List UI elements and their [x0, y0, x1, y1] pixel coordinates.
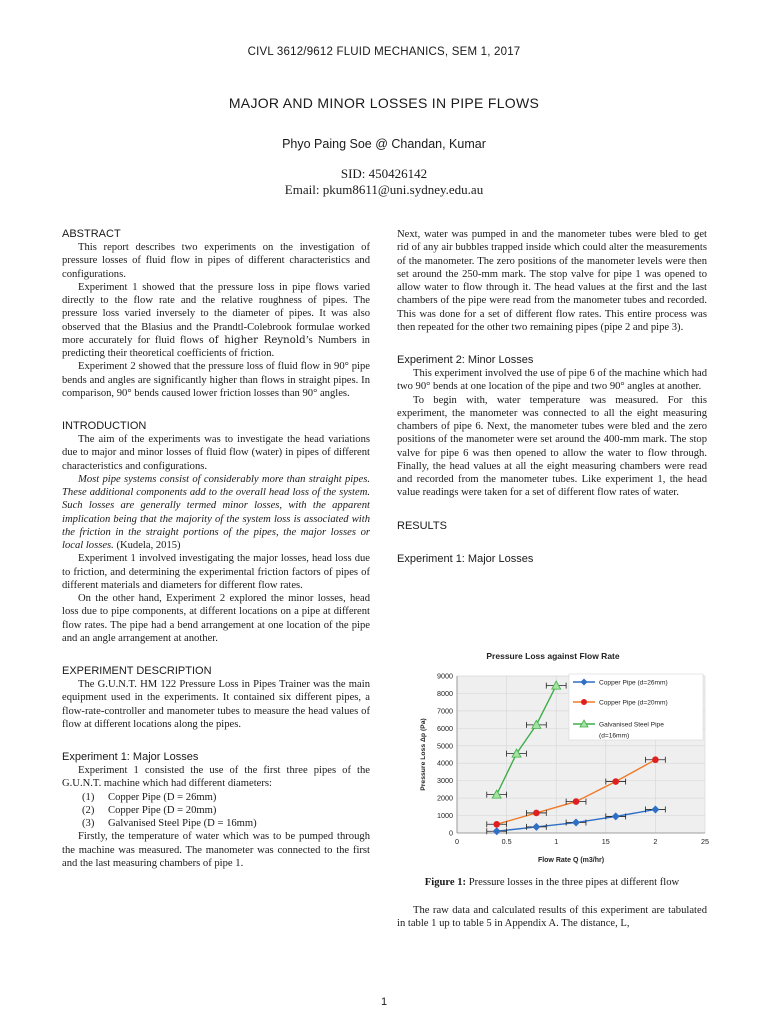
paper-title: MAJOR AND MINOR LOSSES IN PIPE FLOWS: [228, 95, 540, 111]
pipe-list-item: [62, 817, 370, 830]
results-heading: RESULTS: [397, 519, 447, 532]
pipe-list-item: [62, 804, 370, 817]
exp1-method-paragraph-1: Experiment 1 consisted the use of the first three pipes of the G.U.N.T. machine which had different diameters:: [62, 765, 370, 790]
x-tick-label: 25: [701, 837, 709, 846]
pipe-list-item: [62, 791, 370, 804]
author-email: Email: pkum8611@uni.sydney.edu.au: [284, 182, 484, 197]
abstract-heading: ABSTRACT: [62, 228, 121, 240]
figure-1-chart: [405, 648, 715, 870]
y-tick-label: 6000: [437, 723, 453, 733]
y-tick-label: 2000: [437, 793, 453, 803]
pipe-list-label: Copper Pipe (D = 26mm): [108, 791, 217, 803]
introduction-paragraph-2: Experiment 1 involved investigating the major losses, head loss due to friction, and determining the experimental friction factors of pipes of different materials and diameters for different flow rates.: [62, 553, 370, 591]
pipe-list-number: (2): [82, 804, 95, 816]
y-tick-label: 4000: [437, 758, 453, 768]
y-tick-label: 9000: [437, 671, 453, 681]
author-names: Phyo Paing Soe @ Chandan, Kumar: [282, 137, 486, 151]
introduction-paragraph-3: On the other hand, Experiment 2 explored the minor losses, head loss due to pipe components, at different locations on a pipe at different flow rates. The pipe had a bend arrangement at one location of the pipe and an angle arrangement at another.: [62, 593, 370, 644]
pipe-list-label: Galvanised Steel Pipe (D = 16mm): [108, 818, 257, 829]
y-tick-label: 8000: [437, 688, 453, 698]
data-point: [612, 778, 619, 785]
introduction-quote: [62, 473, 370, 553]
data-point: [493, 821, 500, 828]
abstract-p2-text-c: ’s Numbers in predicting their theoretical coefficients of friction.: [62, 334, 370, 359]
page-number: 1: [380, 996, 388, 1008]
introduction-heading: INTRODUCTION: [62, 420, 147, 432]
x-tick-label: 15: [601, 837, 610, 846]
pressure-loss-chart: [405, 648, 715, 870]
y-tick-label: 1000: [437, 811, 453, 821]
exp1-method-paragraph-2: Firstly, the temperature of water which was to be pumped through the machine was measured. The manometer was connected to the first and the last measuring chambers of pipe 1.: [62, 831, 370, 869]
data-point: [533, 810, 540, 817]
data-point: [652, 756, 659, 763]
y-tick-label: 0: [449, 828, 453, 838]
y-axis-label: Pressure Loss Δp (Pa): [420, 718, 427, 791]
exp2-method-paragraph-2: To begin with, water temperature was measured. For this experiment, the manometer was connected to all the eight measuring chambers of pipe 6. Next, the manometer tubes were bled and the zero positions of the manometer were set around the 400-mm mark. The stop valve for pipe 6 was then opened to allow the water to flow through. Finally, the head values at all the eight measuring chambers were read and recorded from the manometer tubes. Like experiment 1, the head value readings were taken for a set of different flow rates of water.: [397, 394, 707, 499]
results-paragraph: [397, 904, 707, 931]
pipe-list-number: (1): [82, 791, 95, 803]
pipe-list-number: (3): [82, 818, 95, 829]
abstract-p2-text-a: Experiment 1 showed that the pressure loss in pipe flows varied directly to the flow rate and the relative roughness of pipes. The pressure loss varied inversely to the diameter of pipes. It was also observed that the Blasius and the Prandtl-Colebrook formulae worked more accurately for fluid flows: [62, 281, 370, 346]
experiment-description-paragraph: The G.U.N.T. HM 122 Pressure Loss in Pipes Trainer was the main equipment used in the experiments. It contained six different pipes, a flow-rate-controller and manometer tubes to measure the head values of flow at different locations along the pipes.: [62, 679, 370, 730]
data-point: [573, 798, 580, 805]
y-tick-label: 3000: [437, 776, 453, 786]
exp1-method-heading: Experiment 1: Major Losses: [62, 751, 199, 763]
chart-title: Pressure Loss against Flow Rate: [486, 651, 620, 661]
experiment-description-heading: EXPERIMENT DESCRIPTION: [62, 665, 212, 677]
legend-label: Copper Pipe (d=20mm): [599, 699, 668, 707]
figure-caption: [397, 876, 707, 889]
student-id: SID: 450426142: [340, 166, 428, 181]
quote-citation: (Kudela, 2015): [113, 540, 181, 551]
results-paragraph-text: The raw data and calculated results of this experiment are tabulated in table 1 up to table 5 in Appendix A. The distance, L,: [397, 905, 707, 930]
pipe-list: [62, 791, 370, 831]
y-tick-label: 7000: [437, 706, 453, 716]
results-subheading: Experiment 1: Major Losses: [397, 552, 534, 565]
quote-text: Most pipe systems consist of considerably more than straight pipes. These additional components add to the overall head loss of the system. Such losses are generally termed minor losses, with the apparent implication being that the majority of the system loss is associated with the friction in the straight portions of the pipes, the major losses or local losses.: [62, 473, 370, 551]
legend-label: Copper Pipe (d=26mm): [599, 679, 668, 687]
abstract-paragraph-3: Experiment 2 showed that the pressure loss of fluid flow in 90° pipe bends and angles are significantly higher than flows in straight pipes. In comparison, 90° bends caused lower friction losses than 90° angles.: [62, 361, 370, 399]
legend-marker: [581, 699, 587, 705]
exp2-method-heading: Experiment 2: Minor Losses: [397, 354, 534, 366]
exp2-method-paragraph-1: This experiment involved the use of pipe 6 of the machine which had two 90° bends at one location of the pipe and two 90° angles at another.: [397, 368, 707, 393]
x-tick-label: 0.5: [501, 837, 512, 846]
left-column: [62, 228, 370, 870]
x-tick-label: 0: [455, 837, 459, 846]
caption-label: Figure 1:: [424, 877, 467, 888]
x-tick-label: 2: [653, 837, 658, 846]
abstract-paragraph-1: This report describes two experiments on the investigation of pressure losses of fluid flow in pipes of different characteristics and configurations.: [62, 242, 370, 280]
pipe-list-label: Copper Pipe (D = 20mm): [108, 804, 217, 816]
caption-text: Pressure losses in the three pipes at different flow: [466, 877, 680, 888]
course-header: CIVL 3612/9612 FLUID MECHANICS, SEM 1, 2017: [247, 46, 521, 58]
right-column: [397, 228, 707, 566]
y-tick-label: 5000: [437, 741, 453, 751]
x-axis-label: Flow Rate Q (m3/hr): [537, 857, 605, 864]
x-tick-label: 1: [554, 837, 559, 846]
abstract-paragraph-2: [62, 281, 370, 361]
legend-label: Galvanised Steel Pipe (d=16mm): [599, 721, 664, 740]
introduction-paragraph-1: The aim of the experiments was to investigate the head variations due to major and minor losses of fluid flow (water) in pipes of different characteristics and configurations.: [62, 434, 370, 472]
abstract-p2-text-b: of higher Reynold: [208, 334, 306, 346]
exp1-method-paragraph-3: Next, water was pumped in and the manometer tubes were bled to get rid of any air bubbles trapped inside which could alter the measurements of the manometer. The zero positions of the manometer levels were then set around the 250-mm mark. The stop valve for pipe 1 was opened to allow water to flow through it. The head values at the first and the last chambers of the pipe were read from the manometer tubes and recorded. This was done for a set of different flow rates. This entire process was then repeated for the other two remaining pipes (pipe 2 and pipe 3).: [397, 229, 707, 333]
